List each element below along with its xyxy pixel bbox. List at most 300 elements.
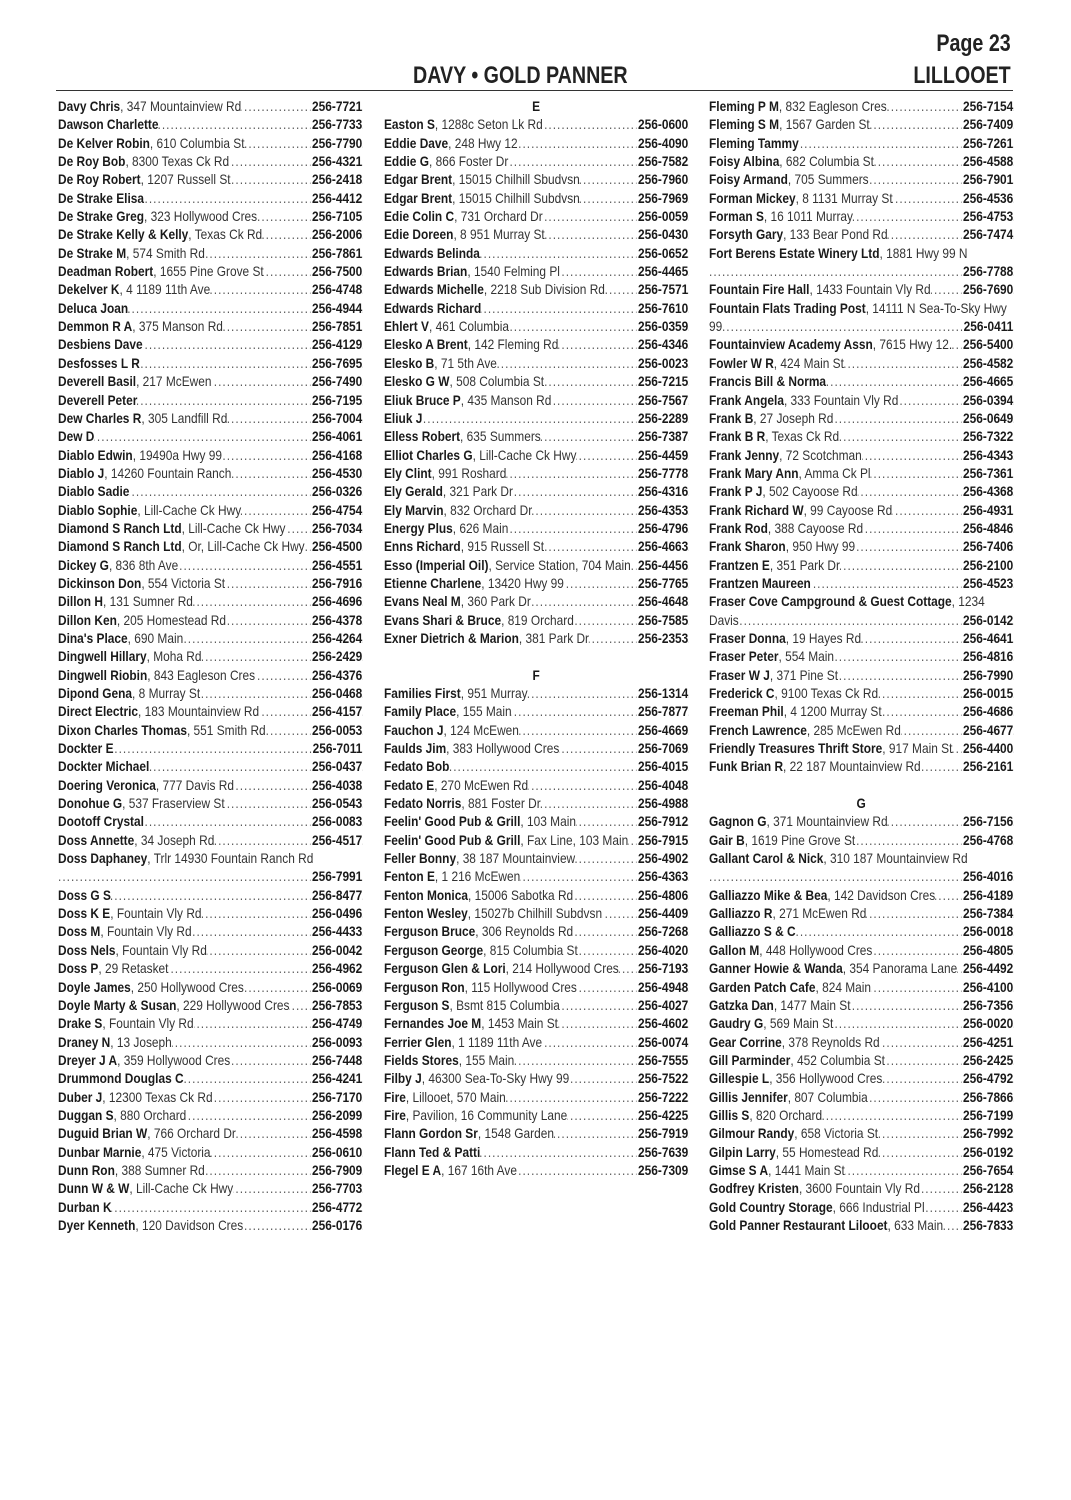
- listing-entry: [709, 299, 1013, 336]
- listing-text: [58, 1089, 213, 1105]
- listing-entry: [58, 556, 362, 574]
- listing-phone: 256-0069: [312, 978, 363, 995]
- listing-phone: 256-4530: [312, 464, 363, 481]
- listing-entry: [58, 941, 362, 959]
- listing-text: [58, 979, 244, 995]
- listing-entry: [58, 1069, 362, 1087]
- listing-address: , Fountain Vly Rd: [100, 923, 191, 939]
- listing-entry: [709, 739, 1013, 757]
- listing-phone: 256-7571: [638, 281, 689, 298]
- listing-text: [709, 336, 952, 352]
- listing-phone: 256-4048: [638, 776, 689, 793]
- listing-entry: [58, 427, 362, 445]
- listing-name: Family Place: [384, 703, 457, 720]
- listing-address: , 820 Orchard: [749, 1107, 822, 1123]
- listing-name: Ferguson Ron: [384, 978, 465, 995]
- listing-address: , 217 McEwen: [136, 373, 211, 389]
- listing-address: , 371 Mountainview Rd: [767, 813, 888, 829]
- listing-entry: [58, 335, 362, 353]
- listing-name: Deluca Joan: [58, 299, 129, 316]
- listing-phone: 256-7833: [963, 1216, 1014, 1233]
- listing-name: Frank Jenny: [709, 446, 780, 463]
- listing-name: Gilmour Randy: [709, 1125, 795, 1142]
- listing-phone: 256-0023: [638, 354, 689, 371]
- listing-text: [58, 1070, 184, 1086]
- listing-entry: [709, 501, 1013, 519]
- listing-entry: [58, 886, 362, 904]
- listing-entry: [709, 886, 1013, 904]
- listing-entry: [709, 280, 1013, 298]
- listing-address: , 2218 Sub Division Rd: [484, 281, 605, 297]
- listing-name: Dew Charles R: [58, 409, 142, 426]
- listing-text: [58, 392, 137, 408]
- listing-text: [58, 667, 255, 683]
- listing-address: , 7615 Hwy 12.: [873, 336, 952, 352]
- listing-phone: 256-7069: [638, 740, 689, 757]
- listing-name: Fedato Norris: [384, 795, 462, 812]
- listing-text: [384, 135, 518, 151]
- listing-address: , 378 Reynolds Rd: [782, 1034, 880, 1050]
- listing-name: Frank Angela: [709, 391, 784, 408]
- listing-phone: 256-7639: [638, 1143, 689, 1160]
- listing-name: Eliuk Bruce P: [384, 391, 461, 408]
- listing-entry: [384, 592, 688, 610]
- listing-name: Ferguson Glen & Lori: [384, 960, 506, 977]
- listing-phone: 256-0437: [312, 758, 363, 775]
- listing-phone: 256-7916: [312, 574, 363, 591]
- listing-phone: 256-4686: [963, 703, 1014, 720]
- listing-address: , Fax Line, 103 Main: [520, 832, 628, 848]
- listing-name: Gillis S: [709, 1106, 750, 1123]
- listing-text: [709, 685, 878, 701]
- listing-name: Fountain Flats Trading Post: [709, 299, 866, 316]
- listing-address: , 120 Davidson Cres: [135, 1217, 243, 1233]
- listing-name: Gold Country Storage: [709, 1198, 833, 1215]
- listing-text: [384, 392, 551, 408]
- listing-name: Dootoff Crystal: [58, 813, 144, 830]
- listing-text: [709, 226, 888, 242]
- listing-name: Fenton Monica: [384, 886, 468, 903]
- listing-phone: 256-0093: [312, 1033, 363, 1050]
- listing-entry: [709, 1179, 1013, 1197]
- listing-name: Gillis Jennifer: [709, 1088, 788, 1105]
- listing-text: [58, 245, 205, 261]
- listing-phone: 256-4517: [312, 831, 363, 848]
- listing-name: Garden Patch Cafe: [709, 978, 816, 995]
- listing-address: , 354 Panorama Lane: [843, 960, 957, 976]
- listing-text: [58, 612, 226, 628]
- listing-entry: [58, 996, 362, 1014]
- listing-phone: 256-7500: [312, 263, 363, 280]
- listing-text: [709, 392, 898, 408]
- listing-address: , 46300 Sea-To-Sky Hwy 99: [422, 1070, 570, 1086]
- listing-phone: 256-4665: [963, 373, 1014, 390]
- listing-phone: 256-7011: [312, 740, 363, 757]
- listing-address: , 360 Park Dr: [461, 593, 531, 609]
- listing-address: , 321 Park Dr: [443, 483, 513, 499]
- listing-name: Edwards Richard: [384, 299, 482, 316]
- listing-phone: 256-4748: [312, 281, 363, 298]
- listing-phone: 256-4316: [638, 483, 689, 500]
- listing-address: , 16 1011 Murray: [764, 208, 853, 224]
- listing-phone: 256-7765: [638, 574, 689, 591]
- listing-name: Funk Brian R: [709, 758, 784, 775]
- listing-entry: [709, 574, 1013, 592]
- listing-address: , 666 Industrial Pl: [833, 1199, 925, 1215]
- listing-phone: 256-7105: [312, 208, 363, 225]
- listing-entry: [384, 629, 688, 647]
- listing-address: , 574 Smith Rd: [126, 245, 205, 261]
- listing-name: Esso (Imperial Oil): [384, 556, 489, 573]
- listing-text: [58, 538, 305, 554]
- listing-name: Flann Ted & Patti: [384, 1143, 481, 1160]
- listing-entry: [384, 1106, 688, 1124]
- listing-phone: 256-0142: [963, 611, 1014, 628]
- listing-address: , 27 Joseph Rd: [753, 410, 833, 426]
- listing-name: Flegel E A: [384, 1161, 442, 1178]
- listing-name: Etienne Charlene: [384, 574, 482, 591]
- listing-name: Ferguson Bruce: [384, 923, 476, 940]
- listing-entry: [384, 978, 688, 996]
- listing-phone: 256-7409: [963, 116, 1014, 133]
- listing-address: , 836 8th Ave: [109, 557, 178, 573]
- listing-text: [384, 868, 520, 884]
- listing-name: Friendly Treasures Thrift Store: [709, 740, 883, 757]
- listing-text: [384, 685, 528, 701]
- listing-address: , 4 1200 Murray St: [784, 703, 882, 719]
- listing-address: , 991 Roshard: [432, 465, 507, 481]
- listing-phone: 256-7309: [638, 1161, 689, 1178]
- listing-name: Galliazzo S & C: [709, 923, 796, 940]
- listing-text: [58, 226, 262, 242]
- listing-phone: 256-0074: [638, 1033, 689, 1050]
- listing-address: , 815 Columbia St: [483, 942, 578, 958]
- listing-address: , 690 Main: [128, 630, 184, 646]
- listing-entry: [709, 1216, 1013, 1234]
- listing-text: [58, 575, 225, 591]
- listing-phone: 256-4792: [963, 1070, 1014, 1087]
- listing-text: [709, 630, 861, 646]
- listing-phone: 256-4353: [638, 501, 689, 518]
- listing-phone: 256-4241: [312, 1070, 363, 1087]
- listing-name: Dillon Ken: [58, 611, 117, 628]
- listing-entry: [58, 1088, 362, 1106]
- listing-address: , 19490a Hwy 99: [133, 447, 222, 463]
- listing-address: , 1453 Main St: [481, 1015, 558, 1031]
- listing-phone: 256-4902: [638, 850, 689, 867]
- listing-text: [384, 1034, 542, 1050]
- listing-entry: [384, 886, 688, 904]
- listing-text: [384, 171, 580, 187]
- listing-phone: 256-7582: [638, 153, 689, 170]
- listing-text: [384, 520, 508, 536]
- listing-name: Dixon Charles Thomas: [58, 721, 187, 738]
- listing-entry: [58, 959, 362, 977]
- listing-name: Durban K: [58, 1198, 112, 1215]
- listing-phone: 256-4368: [963, 483, 1014, 500]
- listing-entry: [58, 244, 362, 262]
- listing-name: Fort Berens Estate Winery Ltd: [709, 244, 880, 261]
- listing-entry: [384, 996, 688, 1014]
- listing-phone: 256-7915: [638, 831, 689, 848]
- listing-entry: [709, 629, 1013, 647]
- listing-name: Forman S: [709, 208, 764, 225]
- listing-entry: [384, 537, 688, 555]
- listing-address: , 124 McEwen: [444, 722, 519, 738]
- listing-name: Dreyer J A: [58, 1051, 118, 1068]
- listing-text: [709, 1217, 943, 1233]
- listing-name: Francis Bill & Norma: [709, 373, 827, 390]
- listing-address: , 359 Hollywood Cres: [117, 1052, 230, 1068]
- listing-phone: 256-7199: [963, 1106, 1014, 1123]
- listing-text: [384, 116, 543, 132]
- listing-address: , 285 McEwen Rd: [807, 722, 901, 738]
- listing-address: , 248 Hwy 12: [448, 135, 517, 151]
- listing-address: , 356 Hollywood Cres: [769, 1070, 882, 1086]
- listing-phone: 256-0326: [312, 483, 363, 500]
- listing-phone: 256-4536: [963, 189, 1014, 206]
- listing-text: [384, 557, 631, 573]
- listing-text: [709, 942, 872, 958]
- listing-name: Demmon R A: [58, 318, 133, 335]
- listing-address: , Service Station, 704 Main: [488, 557, 630, 573]
- listing-name: Edgar Brent: [384, 189, 453, 206]
- listing-text: [58, 758, 149, 774]
- listing-address: , 8 1131 Murray St: [796, 190, 893, 206]
- listing-entry: [384, 372, 688, 390]
- listing-entry: [709, 207, 1013, 225]
- listing-text: [384, 373, 544, 389]
- listing-text: [58, 1180, 233, 1196]
- listing-entry: [384, 409, 688, 427]
- listing-phone: 256-0020: [963, 1015, 1014, 1032]
- listing-phone: 256-2429: [312, 648, 363, 665]
- listing-text: [58, 795, 225, 811]
- listing-text: [384, 923, 573, 939]
- listing-address: , Pavilion, 16 Community Lane: [406, 1107, 567, 1123]
- listing-text: [58, 630, 183, 646]
- listing-entry: [384, 317, 688, 335]
- listing-entry: [384, 812, 688, 830]
- listing-phone: 256-7991: [312, 868, 363, 885]
- listing-text: [709, 428, 839, 444]
- listing-text: [709, 997, 851, 1013]
- listing-text: [384, 887, 573, 903]
- listing-text: [58, 1217, 243, 1233]
- listing-text: [709, 410, 833, 426]
- listing-phone: 256-2006: [312, 226, 363, 243]
- listing-phone: 256-7268: [638, 923, 689, 940]
- listing-entry: [709, 427, 1013, 445]
- listing-entry: [709, 721, 1013, 739]
- page-number: Page 23: [936, 30, 1011, 57]
- listing-phone: 256-7034: [312, 519, 363, 536]
- listing-entry: [58, 1014, 362, 1032]
- listing-entry: [58, 317, 362, 335]
- listing-entry: [709, 189, 1013, 207]
- listing-entry: [58, 262, 362, 280]
- listing-phone: 256-2425: [963, 1051, 1014, 1068]
- listing-phone: 256-4027: [638, 996, 689, 1013]
- listing-text: [384, 502, 532, 518]
- listing-phone: 256-4846: [963, 519, 1014, 536]
- listing-text: [384, 777, 528, 793]
- listing-name: Gatzka Dan: [709, 996, 774, 1013]
- listing-entry: [709, 922, 1013, 940]
- listing-phone: 256-4492: [963, 960, 1014, 977]
- listing-text: [709, 98, 887, 114]
- listing-entry: [709, 757, 1013, 775]
- listing-address: , 115 Hollywood Cres: [465, 979, 577, 995]
- listing-name: Dingwell Riobin: [58, 666, 148, 683]
- directory-column-3: [709, 97, 1013, 1234]
- listing-text: [384, 758, 449, 774]
- listing-address: , 551 Smith Rd: [187, 722, 266, 738]
- listing-entry: [58, 1143, 362, 1161]
- listing-name: Edwards Brian: [384, 263, 468, 280]
- listing-phone: 256-7004: [312, 409, 363, 426]
- listing-name: Doering Veronica: [58, 776, 156, 793]
- listing-address: , 99 Cayoose Rd: [804, 502, 893, 518]
- listing-text: [384, 263, 560, 279]
- listing-address: , 333 Fountain Vly Rd: [784, 392, 898, 408]
- listing-name: Frederick C: [709, 685, 775, 701]
- listing-name: Dunbar Marnie: [58, 1143, 142, 1160]
- listing-text: [709, 1199, 925, 1215]
- listing-name: Dunn Ron: [58, 1161, 115, 1178]
- listing-name: Elliot Charles G: [384, 446, 473, 463]
- listing-text: [384, 612, 574, 628]
- listing-text: [709, 190, 893, 206]
- section-letter-heading: F: [532, 666, 540, 683]
- listing-name: Ganner Howie & Wanda: [709, 960, 843, 977]
- listing-entry: [58, 189, 362, 207]
- listing-entry: [384, 446, 688, 464]
- listing-text: [709, 832, 855, 848]
- listing-name: Diamond S Ranch Ltd: [58, 519, 182, 536]
- listing-entry: [709, 1198, 1013, 1216]
- listing-name: Ely Clint: [384, 464, 432, 481]
- listing-entry: [58, 629, 362, 647]
- listing-text: [58, 557, 178, 573]
- listing-address: , 103 Main: [520, 813, 576, 829]
- listing-text: [709, 722, 901, 738]
- listing-address: , 917 Main St: [882, 740, 952, 756]
- section-letter-heading: E: [532, 98, 541, 114]
- listing-text: [384, 355, 497, 371]
- listing-phone: 256-2099: [312, 1106, 363, 1123]
- listing-address: , Lill-Cache Ck Hwy: [137, 502, 241, 518]
- listing-name: Doss P: [58, 960, 99, 977]
- listing-entry: [709, 1069, 1013, 1087]
- listing-name: Gair B: [709, 831, 745, 848]
- listing-entry: [709, 519, 1013, 537]
- listing-text: [709, 575, 811, 591]
- listing-name: De Strake Elisa: [58, 189, 144, 206]
- listing-text: [709, 1107, 822, 1123]
- listing-entry: [709, 354, 1013, 372]
- listing-name: Foisy Albina: [709, 153, 780, 170]
- listing-phone: 256-5400: [963, 336, 1014, 353]
- listing-address: , 155 Main: [456, 703, 512, 719]
- listing-text: [384, 1070, 569, 1086]
- listing-entry: [709, 134, 1013, 152]
- listing-address: , 29 Retasket: [98, 960, 168, 976]
- listing-entry: [709, 97, 1013, 115]
- listing-phone: 256-4189: [963, 886, 1014, 903]
- listing-address: , Texas Ck Rd: [765, 428, 839, 444]
- listing-entry: [384, 1143, 688, 1161]
- listing-phone: 256-0411: [963, 318, 1014, 335]
- listing-phone: 256-7490: [312, 373, 363, 390]
- listing-entry: [58, 1124, 362, 1142]
- listing-entry: [384, 739, 688, 757]
- listing-address: , 183 Mountainview Rd: [138, 703, 259, 719]
- listing-entry: [58, 97, 362, 115]
- listing-text: [58, 1144, 211, 1160]
- listing-name: Flann Gordon Sr: [384, 1125, 478, 1142]
- listing-address: , 424 Main St: [774, 355, 844, 371]
- listing-text: [384, 1125, 554, 1141]
- listing-text: [709, 979, 871, 995]
- listing-address: , 12300 Texas Ck Rd: [102, 1089, 212, 1105]
- listing-text: [709, 1162, 845, 1178]
- listing-address: , 452 Columbia St: [790, 1052, 885, 1068]
- directory-column-1: [58, 97, 362, 1234]
- listing-phone: 256-4409: [638, 905, 689, 922]
- listing-entry: [709, 1014, 1013, 1032]
- listing-name: Faulds Jim: [384, 740, 447, 757]
- listing-address: , 71 5th Ave: [434, 355, 497, 371]
- listing-text: [58, 887, 111, 903]
- listing-entry: [709, 812, 1013, 830]
- directory-column-2: [384, 97, 688, 1179]
- listing-name: Diablo Sadie: [58, 483, 130, 500]
- listing-address: , 167 16th Ave: [441, 1162, 517, 1178]
- listing-phone: 256-7853: [312, 996, 363, 1013]
- listing-entry: [384, 1069, 688, 1087]
- listing-phone: 256-4663: [638, 538, 689, 555]
- listing-name: Eddie G: [384, 153, 429, 170]
- listing-name: Duber J: [58, 1088, 103, 1105]
- listing-entry: [58, 409, 362, 427]
- listing-address: , 1 216 McEwen: [435, 868, 520, 884]
- listing-phone: 256-4264: [312, 629, 363, 646]
- listing-name: Duguid Brian W: [58, 1125, 148, 1142]
- listing-name: Doss G S: [58, 886, 111, 903]
- listing-address: , 271 McEwen Rd: [772, 905, 866, 921]
- listing-phone: 256-7322: [963, 428, 1014, 445]
- listing-phone: 256-7361: [963, 464, 1014, 481]
- listing-name: Edgar Brent: [384, 171, 453, 188]
- listing-name: Eddie Dave: [384, 134, 449, 151]
- listing-text: [58, 336, 143, 352]
- listing-address: , 475 Victoria: [141, 1144, 210, 1160]
- listing-text: [58, 428, 94, 444]
- listing-phone: 256-4376: [312, 666, 363, 683]
- listing-name: Dockter Michael: [58, 758, 150, 775]
- city-heading: LILLOOET: [913, 62, 1011, 89]
- listing-name: Frank B: [709, 409, 754, 426]
- listing-address: , 9100 Texas Ck Rd: [774, 685, 878, 701]
- listing-address: , 1288c Seton Lk Rd: [435, 116, 543, 132]
- listing-name: Evans Neal M: [384, 593, 461, 610]
- listing-name: Fleming P M: [709, 98, 779, 114]
- listing-phone: 256-4551: [312, 556, 363, 573]
- listing-text: [58, 1199, 112, 1215]
- listing-entry: [384, 391, 688, 409]
- listing-entry: [709, 537, 1013, 555]
